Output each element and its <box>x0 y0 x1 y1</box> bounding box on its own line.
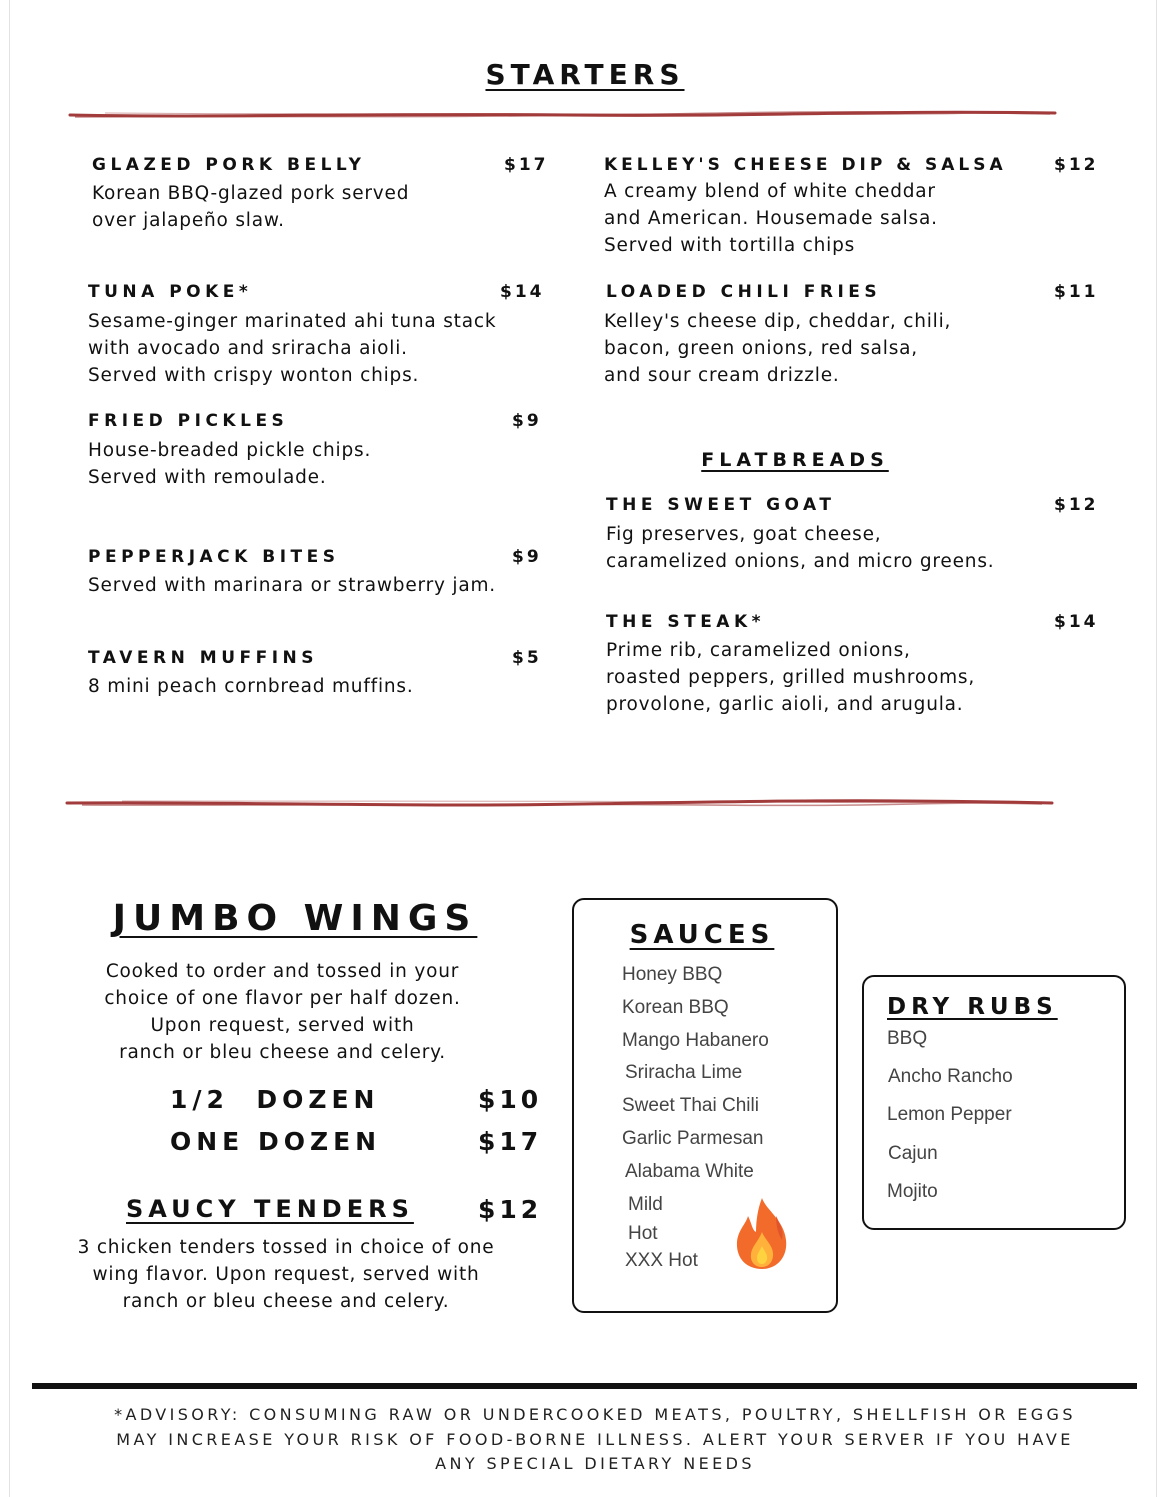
sauces-title: SAUCES <box>629 920 775 950</box>
item-price-fried-pickles: $9 <box>512 411 542 431</box>
item-desc-tuna-poke: Sesame-ginger marinated ahi tuna stack with avocado and sriracha aioli. Served with crispy wonton chips. <box>88 311 497 386</box>
fire-icon <box>732 1196 792 1271</box>
item-name-kelleys-cheese-dip: KELLEY'S CHEESE DIP & SALSA <box>604 155 1007 175</box>
divider-brush-top <box>65 104 1060 124</box>
divider-brush-middle <box>62 793 1057 813</box>
item-name-the-sweet-goat: THE SWEET GOAT <box>606 495 836 515</box>
item-desc-fried-pickles: House-breaded pickle chips. Served with remoulade. <box>88 440 372 488</box>
item-name-glazed-pork-belly: GLAZED PORK BELLY <box>92 155 366 175</box>
wings-one-dozen-label: ONE DOZEN <box>170 1127 382 1156</box>
item-name-pepperjack-bites: PEPPERJACK BITES <box>88 547 340 567</box>
item-desc-pepperjack-bites: Served with marinara or strawberry jam. <box>88 575 496 596</box>
rub-mojito: Mojito <box>887 1181 938 1202</box>
advisory-divider <box>32 1383 1137 1389</box>
item-price-glazed-pork-belly: $17 <box>504 155 549 175</box>
wings-description: Cooked to order and tossed in your choice of one flavor per half dozen. Upon request, served with ranch or bleu cheese and celery. <box>104 961 461 1063</box>
saucy-tenders-description: 3 chicken tenders tossed in choice of one wing flavor. Upon request, served with ranch or bleu cheese and celery. <box>77 1237 495 1312</box>
starters-title: STARTERS <box>485 58 685 91</box>
item-name-fried-pickles: FRIED PICKLES <box>88 411 289 431</box>
sauce-hot: Hot <box>628 1223 658 1244</box>
item-desc-glazed-pork-belly: Korean BBQ-glazed pork served over jalapeño slaw. <box>92 183 410 231</box>
item-name-the-steak: THE STEAK* <box>606 612 766 632</box>
item-desc-the-steak: Prime rib, caramelized onions, roasted peppers, grilled mushrooms, provolone, garlic aioli, and arugula. <box>606 640 976 715</box>
wings-half-dozen-label: 1/2 DOZEN <box>170 1085 380 1114</box>
sauce-alabama-white: Alabama White <box>625 1161 754 1182</box>
rub-bbq: BBQ <box>887 1028 928 1049</box>
advisory-notice: *ADVISORY: CONSUMING RAW OR UNDERCOOKED MEATS, POULTRY, SHELLFISH OR EGGS MAY INCREASE YOUR RISK OF FOOD-BORNE ILLNESS. ALERT YOUR SERVER IF YOU HAVE ANY SPECIAL DIETARY NEEDS <box>114 1405 1076 1473</box>
item-price-tavern-muffins: $5 <box>512 648 542 668</box>
wings-half-dozen-price: $10 <box>478 1085 543 1114</box>
item-price-pepperjack-bites: $9 <box>512 547 542 567</box>
sauce-xxx-hot: XXX Hot <box>625 1250 698 1271</box>
item-price-kelleys-cheese-dip: $12 <box>1054 155 1099 175</box>
sauce-garlic-parmesan: Garlic Parmesan <box>622 1128 764 1149</box>
flatbreads-title: FLATBREADS <box>701 449 889 471</box>
item-desc-kelleys-cheese-dip: A creamy blend of white cheddar and American. Housemade salsa. Served with tortilla chips <box>604 181 938 256</box>
wings-one-dozen-price: $17 <box>478 1127 543 1156</box>
sauce-honey-bbq: Honey BBQ <box>622 964 723 985</box>
rub-cajun: Cajun <box>888 1143 938 1164</box>
item-price-loaded-chili-fries: $11 <box>1054 282 1099 302</box>
item-name-loaded-chili-fries: LOADED CHILI FRIES <box>606 282 882 302</box>
item-desc-the-sweet-goat: Fig preserves, goat cheese, caramelized onions, and micro greens. <box>606 524 995 572</box>
sauce-mild: Mild <box>628 1194 663 1215</box>
sauce-mango-habanero: Mango Habanero <box>622 1030 769 1051</box>
saucy-tenders-title: SAUCY TENDERS <box>126 1195 414 1223</box>
item-price-tuna-poke: $14 <box>500 282 545 302</box>
rub-ancho-rancho: Ancho Rancho <box>888 1066 1013 1087</box>
item-price-the-steak: $14 <box>1054 612 1099 632</box>
item-name-tavern-muffins: TAVERN MUFFINS <box>88 648 319 668</box>
sauce-sweet-thai-chili: Sweet Thai Chili <box>622 1095 759 1116</box>
item-desc-tavern-muffins: 8 mini peach cornbread muffins. <box>88 676 414 697</box>
sauce-sriracha-lime: Sriracha Lime <box>625 1062 743 1083</box>
jumbo-wings-title: JUMBO WINGS <box>112 898 478 939</box>
rub-lemon-pepper: Lemon Pepper <box>887 1104 1012 1125</box>
saucy-tenders-price: $12 <box>478 1195 543 1224</box>
item-desc-loaded-chili-fries: Kelley's cheese dip, cheddar, chili, bacon, green onions, red salsa, and sour cream drizzle. <box>604 311 952 386</box>
item-price-the-sweet-goat: $12 <box>1054 495 1099 515</box>
sauce-korean-bbq: Korean BBQ <box>622 997 729 1018</box>
item-name-tuna-poke: TUNA POKE* <box>88 282 253 302</box>
dry-rubs-title: DRY RUBS <box>887 994 1058 1020</box>
